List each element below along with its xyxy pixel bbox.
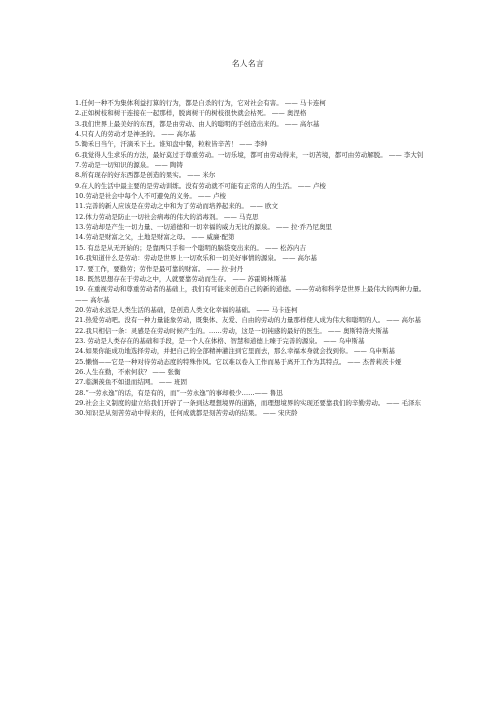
quote-item: 15. 有总是从无开始的；是靠两只手和一个聪明的脑袋变出来的。 —— 松苏内吉 xyxy=(75,243,307,252)
page-title: 名人名言 xyxy=(231,59,265,68)
quote-item: 3.我们世界上最美好的东西，都是由劳动、由人的聪明的手创造出来的。 —— 高尔基 xyxy=(75,119,320,128)
quote-item: 10.劳动是社会中每个人不可避免的义务。 —— 卢梭 xyxy=(75,192,226,201)
quote-item: 4.只有人的劳动才是神圣的。 —— 高尔基 xyxy=(75,130,196,139)
quote-item: 22.我只相信一条：灵感是在劳动时候产生的。……劳动，这是一切钝感的最好的医生。 —— 奥斯特洛夫斯基 xyxy=(75,326,389,335)
quote-item: 24.如果你能成功地选择劳动，并把自己的全部精神灌注到它里面去，那么幸福本身就会找到你。 —— 乌申斯基 xyxy=(75,347,395,356)
quote-item: 12.体力劳动是防止一切社会病毒的伟大的消毒剂。 —— 马克思 xyxy=(75,212,259,221)
quote-item: 1.任何一种不为集体利益打算的行为，都是自杀的行为，它对社会有害。 —— 马卡连柯 xyxy=(75,99,326,107)
quote-item: 17. 要工作，要勤劳；劳作是最可靠的财富。 —— 拉·封丹 xyxy=(75,264,244,273)
quote-list xyxy=(75,98,427,419)
quote-item: 7.劳动是一切知识的源泉。 —— 陶铸 xyxy=(75,161,183,170)
quote-item: 21.热爱劳动吧。没有一种力量能象劳动，既集体、友爱、自由的劳动的力量那样使人成为伟大和聪明的人。 —— 高尔基 xyxy=(75,316,421,325)
quote-item: 25.懒惰——它是一种对待劳动态度的特殊作风。它以难以卷入工作而易于离开工作为其特点。 —— 杰普莉茨卡娅 xyxy=(75,357,402,366)
quote-item: 16.我知道什么是劳动：劳动是世界上一切欢乐和一切美好事情的源泉。 —— 高尔基 xyxy=(75,254,317,263)
quote-item: 30.知识是从刻苦劳动中得来的，任何成就都是刻苦劳动的结果。 —— 宋庆龄 xyxy=(75,409,298,418)
quote-item: 5.锄禾日当午，汗滴禾下土。谁知盘中餐，粒粒皆辛苦！ —— 李绅 xyxy=(75,140,268,149)
quote-item: 19. 在重视劳动和尊重劳动者的基础上，我们有可能来创造自己的新的道德。——劳动和科学是世界上最伟大的两种力量。 —— 高尔基 xyxy=(75,285,426,304)
quote-item: 8.所有现存的好东西都是创造的果实。 —— 米尔 xyxy=(75,171,216,180)
quote-item: 9.在人的生活中最主要的是劳动训练。没有劳动就不可能有正常的人的生活。 —— 卢梭 xyxy=(75,181,326,190)
quote-item: 14.劳动是财富之父，土地是财富之母。 —— 威廉·配第 xyxy=(75,233,235,242)
quote-item: 11.完善的新人应该是在劳动之中和为了劳动而培养起来的。 —— 欧文 xyxy=(75,202,278,211)
quote-item: 28.“一劳永逸”的话，有是有的，而“一劳永逸”的事却极少……—— 鲁迅 xyxy=(75,388,283,397)
quote-item: 20.劳动永远是人类生活的基础，是创造人类文化幸福的基础。 —— 马卡连柯 xyxy=(75,305,298,314)
quote-item: 6.我觉得人生求乐的方法，最好莫过于尊重劳动。一切乐境，都可由劳动得来，一切苦境，都可由劳动解脱。 —— 李大钊 xyxy=(75,150,424,159)
quote-item: 26.人生在勤，不索何获？ —— 张衡 xyxy=(75,367,181,376)
quote-item: 27.临渊羡鱼不如退而结网。 —— 班固 xyxy=(75,378,187,387)
quote-item: 2.正如树枝和树干连接在一起那样，脱离树干的树枝很快就会枯死。 —— 奥涅格 xyxy=(75,109,307,118)
quote-item: 13.劳动却是产生一切力量、一切道德和一切幸福的威力无比的源泉。 —— 拉·乔乃尼奥里 xyxy=(75,223,333,232)
quote-item: 29.社会主义制度的建立给我们开辟了一条到达理想境界的道路，而理想境界的实现还要靠我们的辛勤劳动。 —— 毛泽东 xyxy=(75,398,421,407)
quote-item: 18. 既然思想存在于劳动之中，人就要靠劳动而生存。 —— 苏霍姆林斯基 xyxy=(75,274,287,283)
quote-item: 23. 劳动是人类存在的基础和手段，是一个人在体格、智慧和道德上臻于完善的源泉。 —— 乌申斯基 xyxy=(75,336,365,345)
